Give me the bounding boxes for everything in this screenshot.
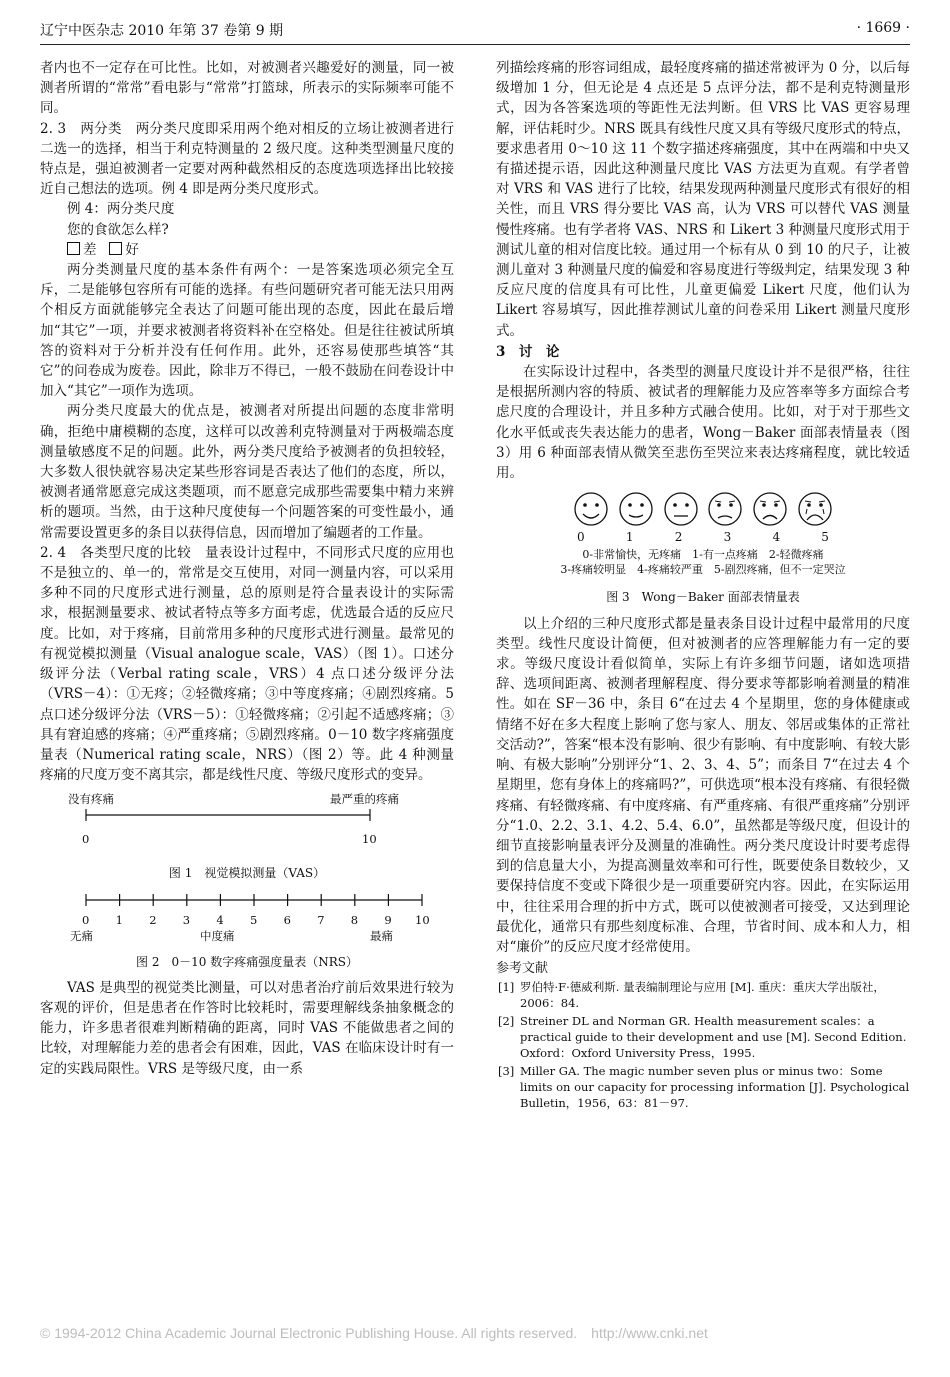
face-number: 5 (821, 530, 829, 545)
nrs-tick-label: 2 (149, 912, 157, 927)
example-question: 您的食欲怎么样? (67, 221, 169, 238)
page-number: · 1669 · (856, 20, 910, 36)
journal-title: 辽宁中医杂志 2010 年第 37 卷第 9 期 (40, 23, 284, 39)
figure-1-vas (40, 789, 454, 859)
nrs-tick-label: 6 (283, 912, 291, 927)
reference-number: [1] (498, 980, 515, 995)
paragraph: 者内也不一定存在可比性。比如，对被测者兴趣爱好的测量，同一被测者所谓的“常常”看电影与“常常”打篮球，所表示的实际频率可能不同。 (40, 60, 454, 117)
reference-item (496, 979, 910, 1011)
faces-legend-2: 3-疼痛较明显 4-疼痛较严重 5-剧烈疼痛，但不一定哭泣 (560, 563, 846, 577)
vas-max: 10 (362, 832, 377, 847)
section-2-4: 2. 4 各类型尺度的比较 量表设计过程中，不同形式尺度的应用也不是独立的、单一的，常常是交互使用，对同一测量内容，可以采用多种不同的尺度形式进行测量，总的原则是符合量表设计的实际需求，根据测量要求、被试者特点等多方面考虑，优选最合适的反应尺度。比如，对于疼痛，目前常用多种的尺度形式进行测量。最常见的有视觉模拟测量（Visual analogue scale，VAS）（图 1）。口述分级评分法（Verbal rating scale，VRS）4 点口述分级评分法（VRS－4）：①无疼；②轻微疼痛；③中等度疼痛；④剧烈疼痛。5 点口述分级评分法（VRS－5）：①轻微疼痛；②引起不适感疼痛；③具有窘迫感的疼痛；④严重疼痛；⑤剧烈疼痛。0－10 数字疼痛强度量表（Numerical rating scale，NRS）（图 2）等。此 4 种测量疼痛的尺度万变不离其宗，都是线性尺度、等级尺度形式的变异。 (40, 544, 454, 784)
face-number: 3 (723, 530, 732, 545)
nrs-anchor-left: 无痛 (70, 928, 93, 943)
section-2-3: 2. 3 两分类 两分类尺度即采用两个绝对相反的立场让被测者进行二选一的选择，相当于利克特测量的 2 级尺度。这种类型测量尺度的特点是，强迫被测者一定要对两种截然相反的态度选项选择出比较接近自己想法的选项。例 4 即是两分类尺度形式。 (40, 120, 454, 198)
figure-3-faces (496, 491, 910, 577)
faces-row (573, 491, 833, 527)
face-number: 4 (772, 530, 781, 545)
paragraph: 两分类测量尺度的基本条件有两个：一是答案选项必须完全互斥，二是能够包容所有可能的选择。有些问题研究者可能无法只用两个相反方面就能够完全表达了问题可能出现的态度，因此在最后增加“其它”一项，并要求被测者将资料补在空格处。但是往往被试所填答的资料对于分析并没有任何作用。此外，还容易使那些填答“其它”的问卷成为废卷。因此，除非万不得已，一般不鼓励在问卷设计中加入“其它”一项作为选项。 (40, 262, 454, 400)
nrs-tick-label: 9 (384, 912, 392, 927)
references-list (496, 979, 910, 1111)
vas-min: 0 (82, 832, 90, 847)
figure-2-nrs (40, 890, 454, 948)
face-number: 1 (625, 530, 634, 545)
reference-text: Miller GA. The magic number seven plus or minus two：Some limits on our capacity for processing information [J]. Psychological Bulletin，1956，63：81－97. (520, 1064, 910, 1111)
option-good: 好 (125, 241, 139, 258)
face-icon (797, 491, 833, 527)
reference-text: Streiner DL and Norman GR. Health measurement scales：a practical guide to their development and use [M]. Second Edition. Oxford：Oxford University Press，1995. (520, 1014, 907, 1061)
paragraph: 在实际设计过程中，各类型的测量尺度设计并不是很严格，往往是根据所测内容的特质、被试者的理解能力及应答率等多方面综合考虑尺度的合理设计，并且多种方式融合使用。比如，对于对于那些文化水平低或丧失表达能力的患者，Wong－Baker 面部表情量表（图 3）用 6 种面部表情从微笑至悲伤至哭泣来表达疼痛程度，就比较适用。 (496, 364, 910, 482)
face-icon (752, 491, 788, 527)
paragraph: 列描绘疼痛的形容词组成，最轻度疼痛的描述常被评为 0 分，以后每级增加 1 分，但无论是 4 点还是 5 点评分法，都不是利克特测量形式，因为各答案选项的等距性无法判断。但 VRS 比 VAS 更容易理解，评估耗时少。NRS 既具有线性尺度又具有等级尺度形式的特点，要求患者用 0～10 这 11 个数字描述疼痛强度，其中在两端和中央又有描述提示语，因此这种测量尺度比 VAS 方法更为直观。有学者曾对 VRS 和 VAS 进行了比较，结果发现两种测量尺度形式有很好的相关性，而且 VRS 得分要比 VAS 高，认为 VRS 可以替代 VAS 测量慢性疼痛。也有学者将 VAS、NRS 和 Likert 3 种测量尺度形式用于测试儿童的相对信度比较。通过用一个标有从 0 到 10 的尺子，让被测儿童对 3 种测量尺度的偏爱和容易度进行等级判定，结果发现 3 种反应尺度的信度具有可比性，儿童更偏爱 Likert 尺度，他们认为 Likert 容易填写，因此推荐测试儿童的问卷采用 Likert 测量尺度形式。 (496, 60, 910, 339)
reference-text: 罗伯特·F·德威利斯. 量表编制理论与应用 [M]. 重庆：重庆大学出版社，2006：84. (520, 980, 885, 1011)
paragraph: 以上介绍的三种尺度形式都是量表条目设计过程中最常用的尺度类型。线性尺度设计简便，但对被测者的应答理解能力有一定的要求。等级尺度设计看似简单，实际上有许多细节问题，诸如选项措辞、选项间距离、被测者理解程度、得分要求等都影响着测量的精准性。如在 SF－36 中，条目 6“在过去 4 个星期里，您的身体健康或情绪不好在多大程度上影响了您与家人、朋友、邻居或集体的正常社交活动?”，答案“根本没有影响、很少有影响、有中度影响、有较大影响、有极大影响”分别评分“1、2、3、4、5”；而条目 7“在过去 4 个星期里，您有身体上的疼痛吗?”，可供选项“根本没有疼痛、有很轻微疼痛、有轻微疼痛、有中度疼痛、有严重疼痛、有很严重疼痛”分别评分“1.0、2.2、3.1、4.2、5.4、6.0”，虽然都是等级尺度，但设计的细节直接影响量表评分及测量的准确性。两分类尺度设计时要考虑得到的信息量大小，为提高测量效率和可行性，既要使条目数较少，又要保持信度不变或下降很少是一项重要研究内容。因此，在实际运用中，往往采用合理的折中方式，既可以使被测者可接受，又达到理论最优化，通常只有那些刻度标准、合理，节省时间、成本和人力，相对“廉价”的反应尺度才经常使用。 (496, 615, 910, 955)
nrs-tick-label: 3 (182, 912, 191, 927)
reference-item (496, 1013, 910, 1061)
nrs-scale-line (40, 890, 454, 910)
nrs-tick-label: 1 (115, 912, 123, 927)
nrs-tick-label: 8 (350, 912, 359, 927)
reference-number: [3] (498, 1064, 515, 1079)
checkbox-icon (67, 242, 80, 255)
vas-label-right: 最严重的疼痛 (330, 792, 399, 807)
reference-number: [2] (498, 1014, 515, 1029)
example-title: 例 4：两分类尺度 (67, 201, 175, 218)
nrs-anchor-mid: 中度痛 (200, 928, 235, 943)
nrs-tick-label: 7 (317, 912, 325, 927)
right-column (496, 58, 910, 1113)
figure-2-caption: 图 2 0－10 数字疼痛强度量表（NRS） (136, 954, 358, 969)
faces-legend-1: 0-非常愉快，无疼痛 1-有一点疼痛 2-轻微疼痛 (582, 548, 824, 562)
vas-line (40, 805, 454, 835)
vas-label-left: 没有疼痛 (68, 792, 114, 807)
running-header (40, 18, 910, 45)
nrs-tick-label: 4 (216, 912, 224, 927)
left-column (40, 58, 454, 1079)
faces-numbers (577, 527, 829, 547)
nrs-tick-label: 10 (415, 912, 430, 927)
option-bad: 差 (83, 241, 97, 258)
reference-item (496, 1063, 910, 1111)
face-number: 2 (674, 530, 683, 545)
figure-1-caption: 图 1 视觉模拟测量（VAS） (168, 866, 326, 881)
nrs-anchor-right: 最痛 (370, 928, 393, 943)
references-heading: 参考文献 (496, 961, 549, 977)
nrs-tick-label: 5 (250, 912, 258, 927)
example-options (40, 240, 454, 260)
face-icon (573, 491, 609, 527)
paragraph: 两分类尺度最大的优点是，被测者对所提出问题的态度非常明确，拒绝中庸模糊的态度，这样可以改善利克特测量对于两极端态度测量敏感度不足的问题。此外，两分类尺度给予被测者的负担较轻，大多数人很快就容易决定某些形容词是否表达了他们的态度，所以，被测者通常愿意完成这类题项，而不愿意完成那些需要集中精力来辨析的题项。当然，由于这种尺度使每一个问题答案的可变性最小，通常需要设置更多的条目以获得信息，因而增加了编题者的工作量。 (40, 403, 454, 541)
section-3-heading: 3 讨 论 (496, 343, 560, 360)
figure-3-caption: 图 3 Wong－Baker 面部表情量表 (606, 590, 800, 605)
nrs-tick-label: 0 (82, 912, 90, 927)
copyright-watermark: © 1994-2012 China Academic Journal Electronic Publishing House. All rights reserved. http://www.cnki.net (40, 1325, 708, 1341)
face-icon (663, 491, 699, 527)
face-number: 0 (577, 530, 585, 545)
face-icon (707, 491, 743, 527)
face-icon (618, 491, 654, 527)
paragraph: VAS 是典型的视觉类比测量，可以对患者治疗前后效果进行较为客观的评价，但是患者在作答时比较耗时，需要理解线条抽象概念的能力，许多患者很难判断精确的距离，同时 VAS 不能做患者之间的比较，对理解能力差的患者会有困难，因此，VAS 在临床设计时有一定的实践局限性。VRS 是等级尺度，由一系 (40, 979, 454, 1077)
checkbox-icon (109, 242, 122, 255)
